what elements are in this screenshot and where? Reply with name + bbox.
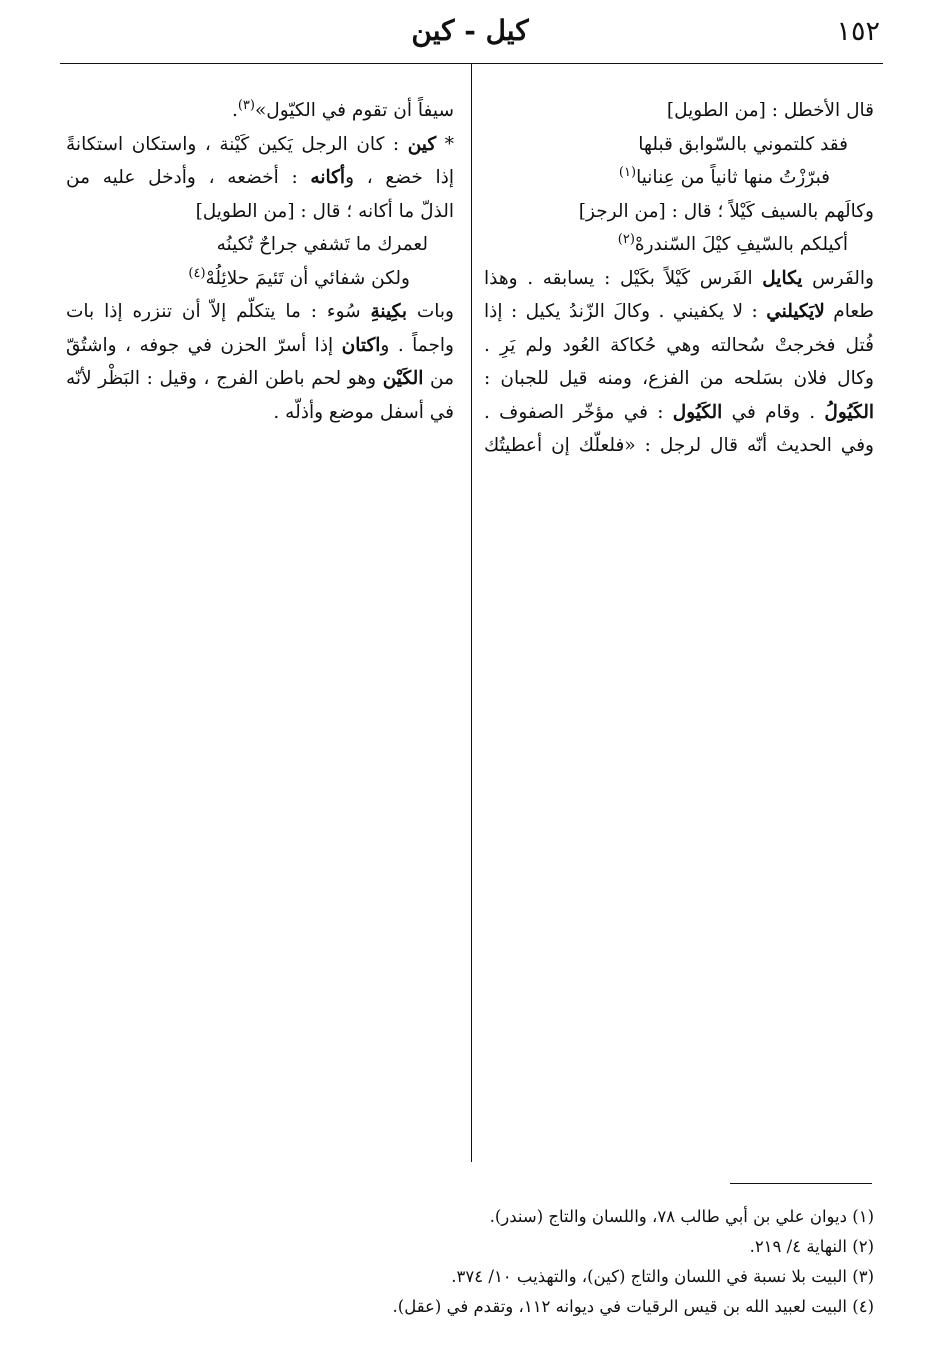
text-line: من الكَيْن وهو لحم باطن الفرج ، وقيل : البَظْر لأنّه <box>66 368 454 389</box>
text-line: والفَرس يكايل الفَرس كَيْلاً بكَيْل : يسابقه . وهذا <box>484 267 874 289</box>
headword: لايَكيلني <box>766 301 825 322</box>
headword: يكايل <box>762 267 803 289</box>
verse-line: أكيلكم بالسّيفِ كيْلَ السّندرهْ$^{(٢)}$ <box>617 231 848 255</box>
footnote: (١) ديوان علي بن أبي طالب ٧٨، واللسان والتاج (سندر). <box>489 1207 874 1226</box>
text-line: إذا خضع ، وأكانه : أخضعه ، وأدخل عليه من <box>66 167 454 188</box>
text-line: وكالَهم بالسيف كَيْلاً ؛ قال : [من الرجز] <box>578 200 874 222</box>
text-line: في أسفل موضع وأذلّه . <box>273 401 454 423</box>
page-header <box>60 12 880 56</box>
footnote: (٣) البيت بلا نسبة في اللسان والتاج (كين)، والتهذيب ١٠/ ٣٧٤. <box>451 1267 874 1286</box>
headword: الكَيُول <box>672 401 723 423</box>
text-line: وفي الحديث أنّه قال لرجل : «فلعلّك إن أعطيتُك <box>484 435 874 456</box>
verse-line: فبرّزْتُ منها ثانياً من عِنانيا$^{(١)}$ <box>618 164 830 188</box>
headword: كين <box>407 133 437 155</box>
footnote: (٤) البيت لعبيد الله بن قيس الرقيات في ديوانه ١١٢، وتقدم في (عقل). <box>392 1297 874 1316</box>
page-number: ١٥٢ <box>836 16 880 47</box>
headword: أكانه <box>310 167 346 188</box>
footnote: (٢) النهاية ٤/ ٢١٩. <box>749 1237 874 1256</box>
footnote-rule <box>730 1183 872 1184</box>
text-line: واجماً . واكتان إذا أسرّ الحزن في جوفه ، واشتُقّ <box>66 334 454 356</box>
text-line: وبات بكِينةِ سُوء : ما يتكلّم إلاّ أن تنزره إذا بات <box>66 301 454 322</box>
headword: بكِينةِ <box>370 301 407 322</box>
text-line: وكال فلان بسَلحه من الفزع، ومنه قيل للجبان : <box>484 368 874 389</box>
headword: اكتان <box>341 334 381 356</box>
footnotes <box>66 1202 874 1322</box>
text-line: الكَيُولُ . وقام في الكَيُول : في مؤخّر الصفوف . <box>484 401 874 423</box>
left-column <box>66 94 454 429</box>
text-line: طعام لايَكيلني : لا يكفيني . وكالَ الزّندُ يكيل : إذا <box>484 301 874 322</box>
text-line: فُتل فخرجتْ سُحالته وهي حُكاكة العُود ولم يَرِ . <box>484 334 874 356</box>
headword: الكَيُولُ <box>824 401 874 423</box>
footnote-marker: (٣) <box>237 97 255 113</box>
verse-line: فقد كلتموني بالسّوابق قبلها <box>638 133 848 155</box>
headword: الكَيْن <box>382 368 424 389</box>
right-column <box>484 94 874 463</box>
text-line: * كين : كان الرجل يَكين كَيْنة ، واستكان استكانةً <box>66 133 454 155</box>
footnote-marker: (٤) <box>188 265 206 281</box>
text-line: الذلّ ما أكانه ؛ قال : [من الطويل] <box>195 200 454 222</box>
verse-line: ولكن شفائي أن تَئيمَ حلائِلُهْ$^{(٤)}$ <box>188 265 410 289</box>
column-divider <box>471 64 472 1162</box>
footnote-marker: (٢) <box>617 231 635 247</box>
verse-line: لعمرك ما تَشفي جراحٌ تُكينُه <box>216 234 428 255</box>
text-line: سيفاً أن تقوم في الكيّول»$^{(٣)}$. <box>231 97 454 121</box>
footnote-marker: (١) <box>618 164 637 180</box>
text-line: قال الأخطل : [من الطويل] <box>666 100 874 121</box>
running-title: كيل - كين <box>411 14 529 47</box>
